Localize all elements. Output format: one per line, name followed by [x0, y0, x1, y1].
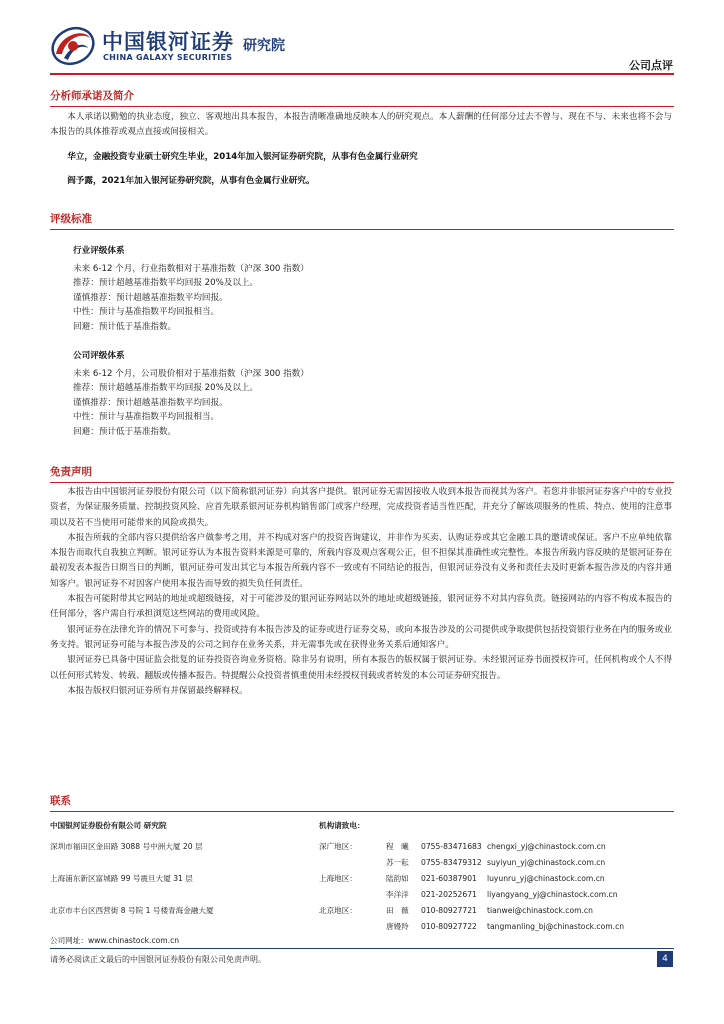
contact-company-name: 中国银河证券股份有限公司 研究院 [50, 821, 167, 830]
contact-phone: 0755-83479312 [421, 858, 482, 867]
region-label-shanghai: 上海地区： [319, 874, 357, 883]
company-rating-block [73, 349, 309, 440]
address-beijing: 北京市丰台区西营街 8 号院 1 号楼青海金融大厦 [50, 906, 214, 915]
contact-name: 唐嫚羚 [386, 922, 409, 931]
header-divider [50, 73, 674, 75]
brand-name-en: CHINA GALAXY SECURITIES [103, 53, 233, 62]
address-shanghai: 上海浦东新区富城路 99 号震旦大厦 31 层 [50, 874, 193, 883]
agency-contact-label: 机构请致电： [319, 821, 365, 830]
analyst-bio-1: 华立，金融投资专业硕士研究生毕业，2014年加入银河证券研究院，从事有色金属行业研究 [67, 152, 418, 162]
section-heading-rating: 评级标准 [50, 211, 674, 230]
page-number: 4 [657, 951, 673, 967]
brand-name-cn: 中国银河证券 [102, 30, 234, 54]
contact-email[interactable]: liyangyang_yj@chinastock.com.cn [487, 890, 618, 899]
company-rating-line: 中性：预计与基准指数平均回报相当。 [73, 412, 220, 423]
company-rating-line: 回避：预计低于基准指数。 [73, 426, 177, 437]
industry-rating-line: 未来 6-12 个月，行业指数相对于基准指数（沪深 300 指数） [73, 263, 309, 274]
contact-email[interactable]: suyiyun_yj@chinastock.com.cn [487, 858, 606, 867]
company-website[interactable]: 公司网址：www.chinastock.com.cn [50, 936, 180, 945]
contact-phone: 010-80927721 [421, 906, 477, 915]
contact-phone: 021-20252671 [421, 890, 477, 899]
contact-name: 陆韵如 [386, 874, 409, 883]
contact-email[interactable]: chengxi_yj@chinastock.com.cn [487, 842, 606, 851]
footer-divider [50, 948, 674, 949]
contact-name: 李洋洋 [386, 890, 409, 899]
industry-rating-line: 谨慎推荐：预计超越基准指数平均回报。 [73, 292, 228, 303]
contact-phone: 021-60387901 [421, 874, 477, 883]
company-rating-line: 未来 6-12 个月，公司股价相对于基准指数（沪深 300 指数） [73, 368, 309, 379]
section-heading-contact: 联系 [50, 793, 674, 812]
disclaimer-paragraph: 本报告由中国银河证券股份有限公司（以下简称银河证券）向其客户提供。银河证券无需因接收人收到本报告而视其为客户。若您并非银河证券客户中的专业投资者，为保证服务质量、控制投资风险、应首先联系银河证券机构销售部门或客户经理，完成投资者适当性匹配，并充分了解该项服务的性质、特点、使用的注意事项以及若不当使用可能带来的风险或损失。 [50, 487, 672, 528]
contact-email[interactable]: tangmanling_bj@chinastock.com.cn [487, 922, 625, 931]
galaxy-logo-icon [50, 24, 96, 66]
institute-label: 研究院 [243, 38, 285, 54]
company-rating-line: 推荐：预计超越基准指数平均回报 20%及以上。 [73, 383, 259, 394]
contact-phone: 0755-83471683 [421, 842, 482, 851]
industry-rating-line: 中性：预计与基准指数平均回报相当。 [73, 307, 220, 318]
disclaimer-body [50, 485, 672, 699]
disclaimer-paragraph: 本报告版权归银河证券所有并保留最终解释权。 [67, 685, 248, 696]
analyst-statement: 本人承诺以勤勉的执业态度，独立、客观地出具本报告，本报告清晰准确地反映本人的研究观点。本人薪酬的任何部分过去不曾与、现在不与、未来也将不会与本报告的具体推荐或观点直接或间接相关。 [50, 112, 672, 138]
company-logo [50, 24, 240, 66]
industry-rating-line: 推荐：预计超越基准指数平均回报 20%及以上。 [73, 278, 259, 289]
disclaimer-paragraph: 银河证券在法律允许的情况下可参与、投资或持有本报告涉及的证券或进行证券交易，或向本报告涉及的公司提供或争取提供包括投资银行业务在内的服务或业务支持。银河证券可能与本报告涉及的公司之间存在业务关系，并无需事先或在获得业务关系后通知客户。 [50, 624, 672, 650]
contact-email[interactable]: luyunru_yj@chinastock.com.cn [487, 874, 605, 883]
contact-phone: 010-80927722 [421, 922, 477, 931]
section-heading-analyst: 分析师承诺及简介 [50, 88, 674, 107]
address-shenzhen: 深圳市福田区金田路 3088 号中洲大厦 20 层 [50, 842, 203, 851]
contact-name: 苏一耘 [386, 858, 409, 867]
region-label-beijing: 北京地区： [319, 906, 357, 915]
contact-email[interactable]: tianwei@chinastock.com.cn [487, 906, 593, 915]
contact-name: 程 曦 [386, 842, 409, 851]
industry-rating-line: 回避：预计低于基准指数。 [73, 321, 177, 332]
disclaimer-paragraph: 银河证券已具备中国证监会批复的证券投资咨询业务资格。除非另有说明，所有本报告的版权属于银河证券。未经银河证券书面授权许可，任何机构或个人不得以任何形式转发、转载、翻版或传播本报告。特提醒公众投资者慎重使用未经授权刊载或者转发的本公司证券研究报告。 [50, 655, 672, 681]
analyst-bio-2: 阎予露，2021年加入银河证券研究院，从事有色金属行业研究。 [67, 176, 315, 186]
company-rating-title: 公司评级体系 [73, 351, 125, 361]
contact-name: 田 薇 [386, 906, 409, 915]
industry-rating-title: 行业评级体系 [73, 246, 125, 256]
disclaimer-paragraph: 本报告所载的全部内容只提供给客户做参考之用，并不构成对客户的投资咨询建议，并非作为买卖、认购证券或其它金融工具的邀请或保证。客户不应单纯依靠本报告而取代自我独立判断。银河证券认为本报告资料来源是可靠的，所载内容及观点客观公正，但不担保其准确性或完整性。本报告所载内容反映的是银河证券在最初发表本报告日期当日的判断，银河证券可发出其它与本报告所载内容不一致或有不同结论的报告，但银河证券没有义务和责任去及时更新本报告涉及的内容并通知客户。银河证券不对因客户使用本报告而导致的损失负任何责任。 [50, 532, 672, 589]
industry-rating-block [73, 244, 309, 335]
disclaimer-paragraph: 本报告可能附带其它网站的地址或超级链接，对于可能涉及的银河证券网站以外的地址或超级链接，银河证券不对其内容负责。链接网站的内容不构成本报告的任何部分，客户需自行承担浏览这些网站的费用或风险。 [50, 594, 672, 620]
footer-disclaimer-note: 请务必阅读正文最后的中国银河证券股份有限公司免责声明。 [50, 955, 266, 964]
section-heading-disclaimer: 免责声明 [50, 464, 674, 483]
company-rating-line: 谨慎推荐：预计超越基准指数平均回报。 [73, 397, 228, 408]
region-label-shenzhen: 深广地区： [319, 842, 357, 851]
document-type: 公司点评 [629, 59, 673, 72]
